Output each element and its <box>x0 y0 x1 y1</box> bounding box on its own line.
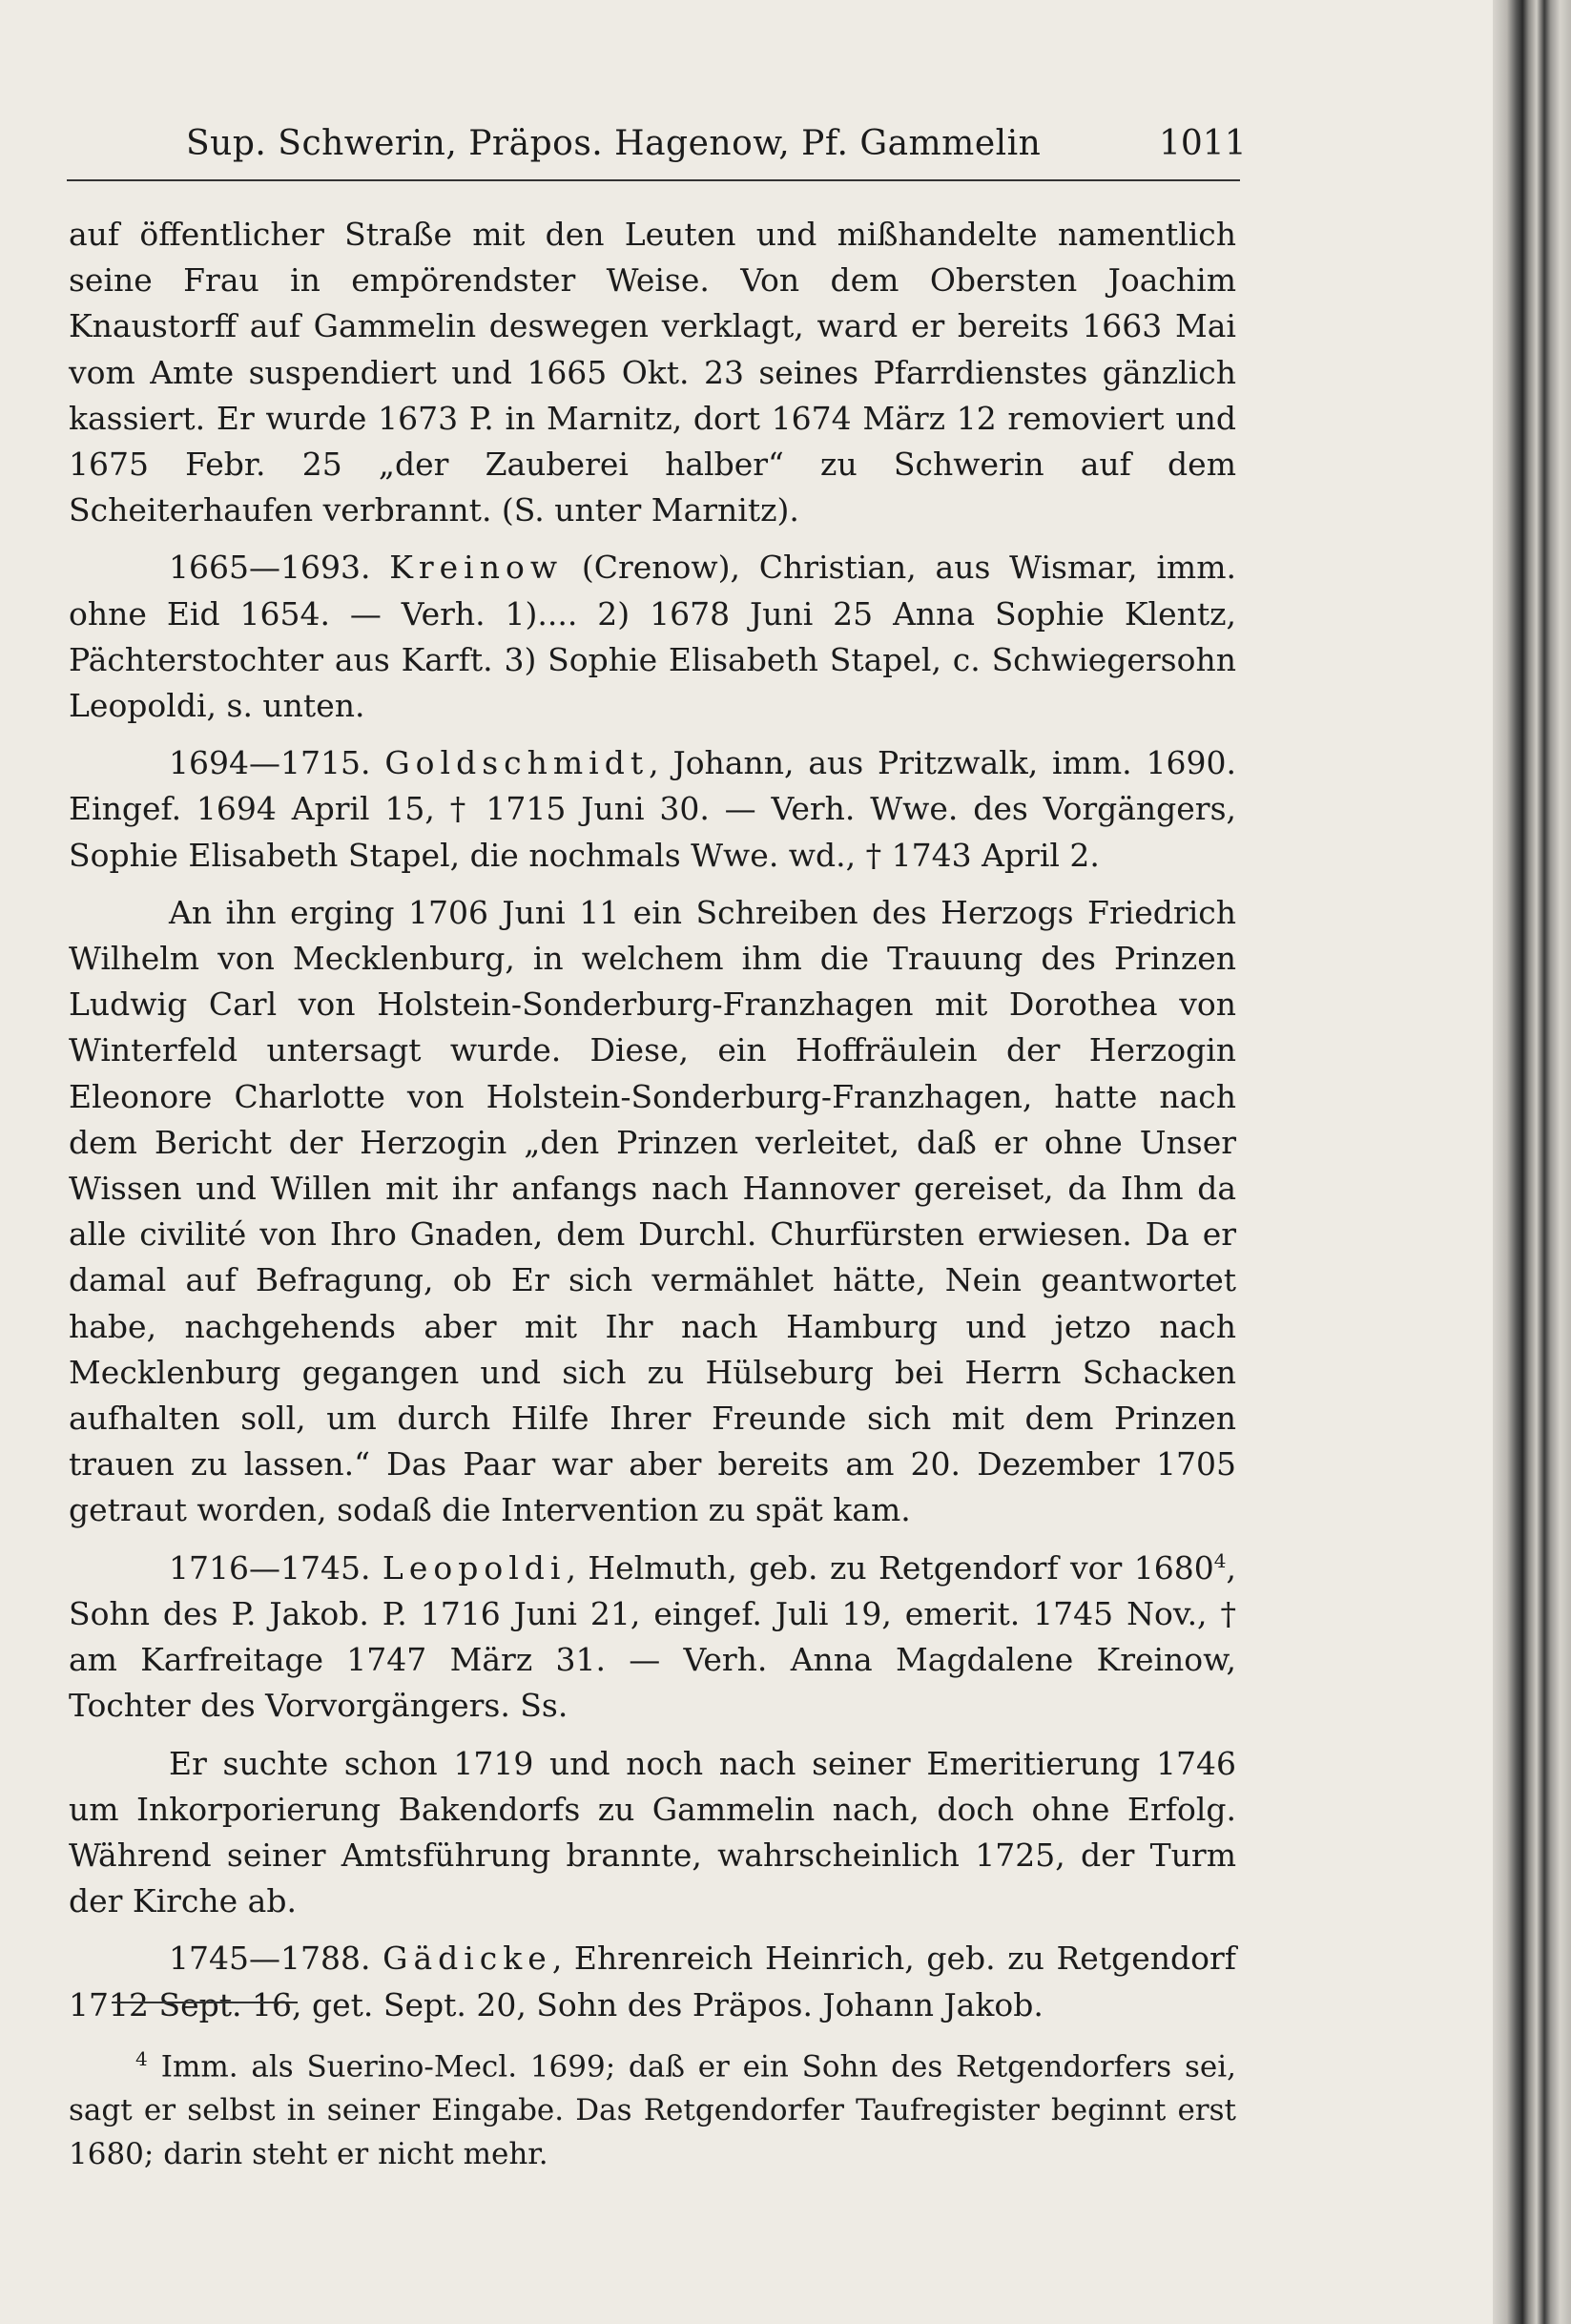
paragraph-emeritus: Er suchte schon 1719 und noch nach seiner Emeritierung 1746 um Inkorporierung Bakendorfs zu Gammelin nach, doch ohne Erfolg. Während seiner Amtsführung brannte, wahrscheinlich 1725, der Turm der Kirche ab. <box>69 1744 1236 1920</box>
footnote-mark: 4 <box>135 2047 148 2070</box>
page-number: 1011 <box>1159 124 1247 163</box>
entry-goldschmidt: 1694—1715. Goldschmidt, Johann, aus Pritzwalk, imm. 1690. Eingef. 1694 April 15, † 1715 Juni 30. — Verh. Wwe. des Vorgängers, Sophie Elisabeth Stapel, die nochmals Wwe. wd., † 1743 April 2. <box>69 744 1236 874</box>
book-binding-edge <box>1493 0 1571 2324</box>
entry-kreinow: 1665—1693. Kreinow (Crenow), Christian, aus Wismar, imm. ohne Eid 1654. — Verh. 1).... 2) 1678 Juni 25 Anna Sophie Klentz, Pächterstochter aus Karft. 3) Sophie Elisabeth Stapel, c. Schwiegersohn Leopoldi, s. unten. <box>69 549 1236 725</box>
pastor-name: Goldschmidt <box>384 744 650 782</box>
entry-gaedicke: 1745—1788. Gädicke, Ehrenreich Heinrich, geb. zu Retgendorf 1712 Sept. 16, get. Sept. 20, Sohn des Präpos. Johann Jakob. <box>69 1940 1236 2023</box>
footnote-rule <box>112 2002 298 2003</box>
paragraph-continuation: auf öffentlicher Straße mit den Leuten und mißhandelte namentlich seine Frau in empörendster Weise. Von dem Obersten Joachim Knaustorff auf Gammelin deswegen verklagt, ward er bereits 1663 Mai vom Amte suspendiert und 1665 Okt. 23 seines Pfarrdienstes gänzlich kassiert. Er wurde 1673 P. in Marnitz, dort 1674 März 12 removiert und 1675 Febr. 25 „der Zauberei halber“ zu Schwerin auf dem Scheiterhaufen verbrannt. (S. unter Marnitz). <box>69 216 1236 529</box>
pastor-name: Leopoldi <box>382 1548 567 1587</box>
pastor-name: Kreinow <box>389 549 564 587</box>
pastor-name: Gädicke <box>382 1940 552 1978</box>
body-text <box>69 212 1236 2028</box>
entry-leopoldi: 1716—1745. Leopoldi, Helmuth, geb. zu Retgendorf vor 1680$^4$, Sohn des P. Jakob. P. 1716 Juni 21, eingef. Juli 19, emerit. 1745 Nov., † am Karfreitage 1747 März 31. — Verh. Anna Magdalene Kreinow, Tochter des Vorvorgängers. Ss. <box>69 1548 1236 1725</box>
footnote-text: Imm. als Suerino-Mecl. 1699; daß er ein Sohn des Retgendorfers sei, sagt er selbst in seiner Eingabe. Das Retgendorfer Taufregister beginnt erst 1680; darin steht er nicht mehr. <box>69 2049 1236 2172</box>
footnote-ref: 4 <box>1213 1548 1227 1572</box>
header-rule <box>67 179 1240 181</box>
footnote <box>69 2037 1236 2176</box>
running-header: Sup. Schwerin, Präpos. Hagenow, Pf. Gammelin <box>186 124 1042 163</box>
paragraph-letter: An ihn erging 1706 Juni 11 ein Schreiben des Herzogs Friedrich Wilhelm von Mecklenburg, in welchem ihm die Trauung des Prinzen Ludwig Carl von Holstein-Sonderburg-Franzhagen mit Dorothea von Winterfeld untersagt wurde. Diese, ein Hoffräulein der Herzogin Eleonore Charlotte von Holstein-Sonderburg-Franzhagen, hatte nach dem Bericht der Herzogin „den Prinzen verleitet, daß er ohne Unser Wissen und Willen mit ihr anfangs nach Hannover gereiset, da Ihm da alle civilité von Ihro Gnaden, dem Durchl. Churfürsten erwiesen. Da er damal auf Befragung, ob Er sich vermählet hätte, Nein geantwortet habe, nachgehends aber mit Ihr nach Hamburg und jetzo nach Mecklenburg gegangen und sich zu Hülseburg bei Herrn Schacken aufhalten soll, um durch Hilfe Ihrer Freunde sich mit dem Prinzen trauen zu lassen.“ Das Paar war aber bereits am 20. Dezember 1705 getraut worden, sodaß die Intervention zu spät kam. <box>69 893 1236 1529</box>
